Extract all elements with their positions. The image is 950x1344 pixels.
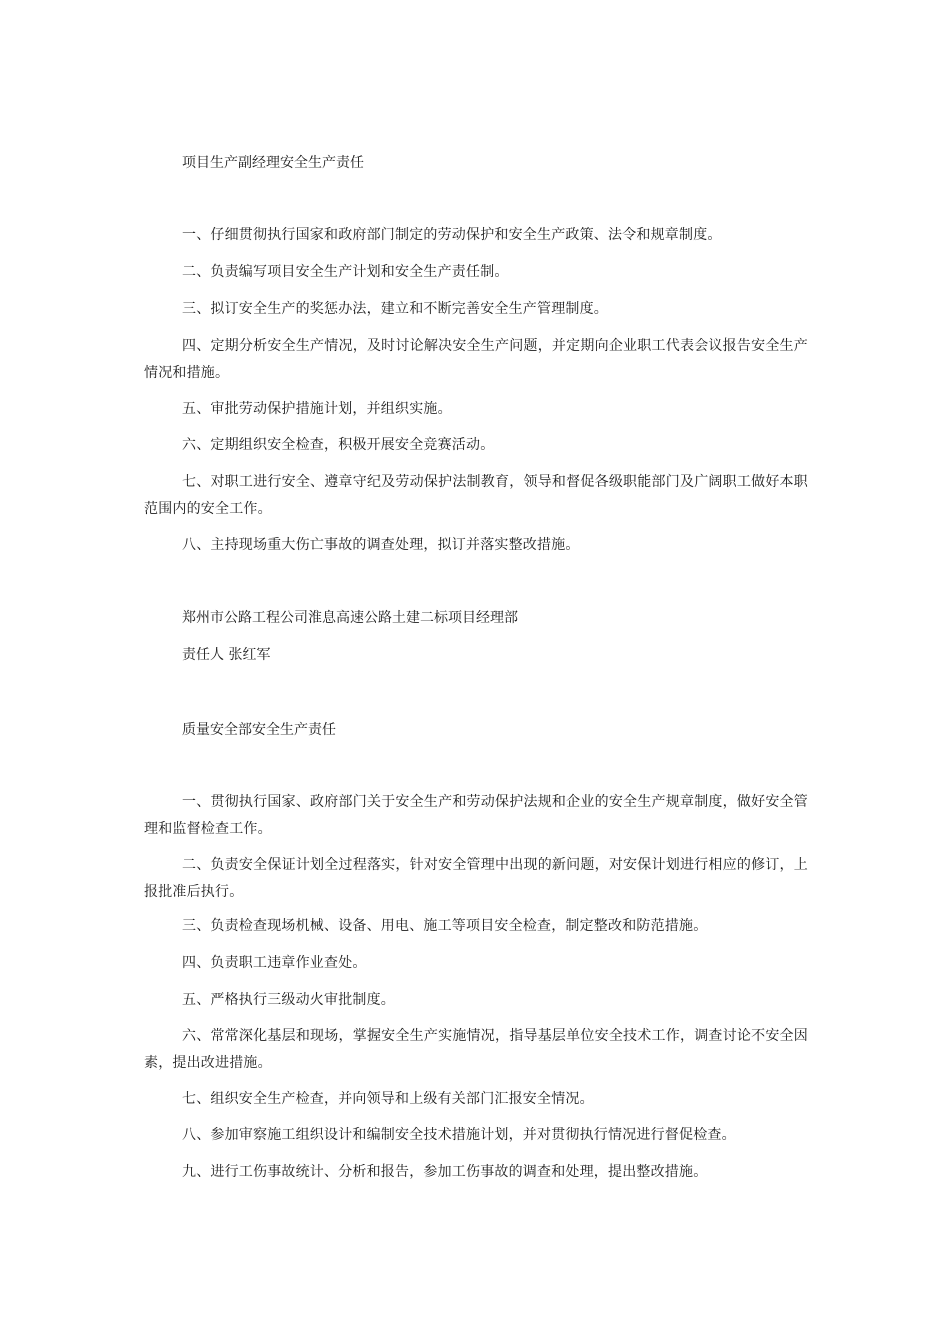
section1-item-1: 一、仔细贯彻执行国家和政府部门制定的劳动保护和安全生产政策、法令和规章制度。: [182, 227, 722, 243]
section2-item-3: 三、负责检查现场机械、设备、用电、施工等项目安全检查，制定整改和防范措施。: [182, 918, 708, 934]
signature-responsible: 责任人 张红军: [182, 647, 271, 663]
section1-item-5: 五、审批劳动保护措施计划，并组织实施。: [182, 401, 452, 417]
section2-item-9: 九、进行工伤事故统计、分析和报告，参加工伤事故的调查和处理，提出整改措施。: [182, 1164, 708, 1180]
section2-item-7: 七、组织安全生产检查，并向领导和上级有关部门汇报安全情况。: [182, 1091, 594, 1107]
section2-item-4: 四、负责职工违章作业查处。: [182, 955, 367, 971]
section1-item-8: 八、主持现场重大伤亡事故的调查处理，拟订并落实整改措施。: [182, 537, 580, 553]
signature-organization: 郑州市公路工程公司淮息高速公路土建二标项目经理部: [182, 610, 518, 626]
document-page: [144, 0, 808, 1344]
section1-item-2: 二、负责编写项目安全生产计划和安全生产责任制。: [182, 264, 509, 280]
section2-item-5: 五、严格执行三级动火审批制度。: [182, 992, 395, 1008]
section2-title: 质量安全部安全生产责任: [182, 722, 336, 738]
section2-item-6: 六、常常深化基层和现场，掌握安全生产实施情况，指导基层单位安全技术工作，调查讨论不安全因素，提出改进措施。: [144, 1028, 808, 1071]
section1-item-4: 四、定期分析安全生产情况，及时讨论解决安全生产问题，并定期向企业职工代表会议报告安全生产情况和措施。: [144, 338, 808, 381]
section2-item-8: 八、参加审察施工组织设计和编制安全技术措施计划，并对贯彻执行情况进行督促检查。: [182, 1127, 736, 1143]
section1-title: 项目生产副经理安全生产责任: [182, 155, 364, 171]
section1-item-3: 三、拟订安全生产的奖惩办法，建立和不断完善安全生产管理制度。: [182, 301, 608, 317]
section1-item-7: 七、对职工进行安全、遵章守纪及劳动保护法制教育，领导和督促各级职能部门及广阔职工做好本职范围内的安全工作。: [144, 474, 808, 517]
section2-item-2: 二、负责安全保证计划全过程落实，针对安全管理中出现的新问题，对安保计划进行相应的修订，上报批准后执行。: [144, 857, 808, 900]
section1-item-6: 六、定期组织安全检查，积极开展安全竞赛活动。: [182, 437, 495, 453]
section2-item-1: 一、贯彻执行国家、政府部门关于安全生产和劳动保护法规和企业的安全生产规章制度，做好安全管理和监督检查工作。: [144, 794, 808, 837]
